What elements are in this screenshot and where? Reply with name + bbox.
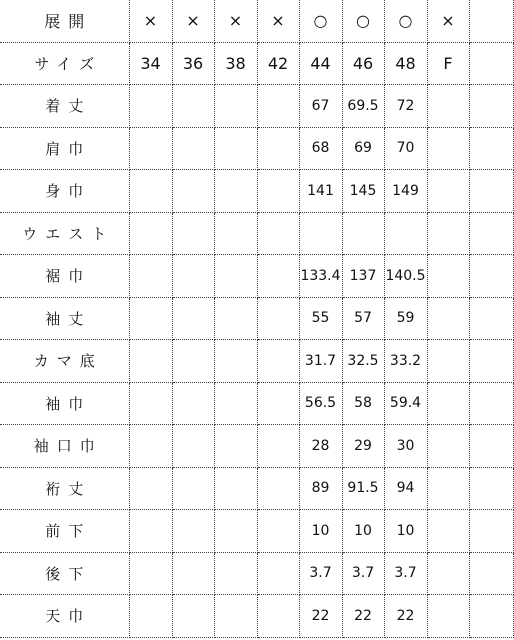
measurement-cell — [214, 382, 257, 425]
measurement-cell — [257, 467, 299, 510]
measurement-cell — [469, 85, 513, 128]
measurement-cell: 137 — [342, 255, 384, 298]
measurement-cell — [214, 127, 257, 170]
measurement-cell — [129, 127, 172, 170]
availability-mark: ○ — [299, 0, 342, 42]
measurement-cell — [469, 510, 513, 553]
availability-mark: ○ — [384, 0, 427, 42]
measurement-cell: 3.7 — [342, 552, 384, 595]
measurement-cell — [257, 297, 299, 340]
measurement-cell: 48 — [384, 42, 427, 85]
measurement-cell — [469, 340, 513, 383]
measurement-cell — [257, 127, 299, 170]
measurement-cell — [469, 467, 513, 510]
measurement-cell — [129, 340, 172, 383]
row-label: 着丈 — [0, 85, 129, 128]
measurement-cell — [427, 212, 469, 255]
measurement-cell — [469, 425, 513, 468]
size-row — [0, 42, 513, 85]
measurement-cell — [214, 467, 257, 510]
measurement-cell — [257, 425, 299, 468]
measurement-cell — [129, 382, 172, 425]
measurement-cell — [469, 595, 513, 638]
measurement-cell: 30 — [384, 425, 427, 468]
measurement-cell: 10 — [342, 510, 384, 553]
measurement-cell — [427, 85, 469, 128]
measurement-cell — [427, 425, 469, 468]
measurement-cell: 69.5 — [342, 85, 384, 128]
availability-mark: × — [172, 0, 214, 42]
measurement-cell: 34 — [129, 42, 172, 85]
measurement-cell — [257, 382, 299, 425]
row-label: 後下 — [0, 552, 129, 595]
measurement-cell — [129, 85, 172, 128]
measurement-cell — [172, 467, 214, 510]
measurement-cell — [214, 552, 257, 595]
measurement-row — [0, 382, 513, 425]
measurement-cell — [257, 595, 299, 638]
measurement-cell: 69 — [342, 127, 384, 170]
measurement-cell: 31.7 — [299, 340, 342, 383]
measurement-cell — [469, 42, 513, 85]
measurement-cell: 29 — [342, 425, 384, 468]
measurement-cell — [342, 212, 384, 255]
measurement-row — [0, 297, 513, 340]
measurement-cell — [257, 552, 299, 595]
measurement-cell — [469, 552, 513, 595]
measurement-cell: 42 — [257, 42, 299, 85]
measurement-cell — [214, 255, 257, 298]
measurement-cell: 22 — [342, 595, 384, 638]
measurement-cell: 72 — [384, 85, 427, 128]
row-label: 袖口巾 — [0, 425, 129, 468]
row-label: サイズ — [0, 42, 129, 85]
measurement-cell — [129, 170, 172, 213]
measurement-cell: 3.7 — [384, 552, 427, 595]
measurement-row — [0, 127, 513, 170]
measurement-cell — [172, 170, 214, 213]
measurement-cell: 56.5 — [299, 382, 342, 425]
row-label: 袖巾 — [0, 382, 129, 425]
measurement-cell: 55 — [299, 297, 342, 340]
measurement-cell: 59 — [384, 297, 427, 340]
row-label: 展開 — [0, 0, 129, 42]
measurement-cell: 57 — [342, 297, 384, 340]
measurement-cell — [427, 127, 469, 170]
measurement-cell: 38 — [214, 42, 257, 85]
measurement-cell — [427, 552, 469, 595]
row-label: 裾巾 — [0, 255, 129, 298]
measurement-cell: 94 — [384, 467, 427, 510]
measurement-cell — [129, 510, 172, 553]
measurement-row — [0, 467, 513, 510]
measurement-cell: 68 — [299, 127, 342, 170]
measurement-cell — [214, 297, 257, 340]
measurement-cell — [427, 255, 469, 298]
measurement-cell — [172, 552, 214, 595]
measurement-cell: 141 — [299, 170, 342, 213]
measurement-cell — [129, 297, 172, 340]
measurement-cell — [257, 85, 299, 128]
measurement-cell — [427, 170, 469, 213]
measurement-cell — [172, 255, 214, 298]
row-label: 肩巾 — [0, 127, 129, 170]
measurement-cell — [299, 212, 342, 255]
measurement-cell: 36 — [172, 42, 214, 85]
measurement-cell — [257, 170, 299, 213]
measurement-cell: 133.4 — [299, 255, 342, 298]
measurement-cell: 10 — [384, 510, 427, 553]
measurement-cell — [469, 297, 513, 340]
availability-mark: × — [427, 0, 469, 42]
measurement-cell — [129, 255, 172, 298]
measurement-cell: 33.2 — [384, 340, 427, 383]
measurement-cell — [469, 212, 513, 255]
measurement-cell — [172, 85, 214, 128]
measurement-row — [0, 85, 513, 128]
measurement-cell — [129, 425, 172, 468]
measurement-cell: 140.5 — [384, 255, 427, 298]
measurement-row — [0, 595, 513, 638]
measurement-row — [0, 510, 513, 553]
row-label: 身巾 — [0, 170, 129, 213]
measurement-cell — [129, 595, 172, 638]
measurement-cell: 3.7 — [299, 552, 342, 595]
availability-mark: ○ — [342, 0, 384, 42]
availability-row — [0, 0, 513, 42]
measurement-cell — [172, 595, 214, 638]
measurement-cell: 32.5 — [342, 340, 384, 383]
measurement-cell — [214, 85, 257, 128]
measurement-cell: 89 — [299, 467, 342, 510]
row-label: 袖丈 — [0, 297, 129, 340]
measurement-cell — [427, 595, 469, 638]
measurement-cell — [427, 340, 469, 383]
row-label: 前下 — [0, 510, 129, 553]
row-label: カマ底 — [0, 340, 129, 383]
measurement-cell — [214, 170, 257, 213]
measurement-row — [0, 255, 513, 298]
measurement-cell — [214, 212, 257, 255]
availability-mark: × — [129, 0, 172, 42]
measurement-cell — [129, 552, 172, 595]
measurement-cell — [214, 340, 257, 383]
measurement-cell: 149 — [384, 170, 427, 213]
measurement-cell — [384, 212, 427, 255]
measurement-cell: 28 — [299, 425, 342, 468]
measurement-cell: 59.4 — [384, 382, 427, 425]
measurement-cell: 46 — [342, 42, 384, 85]
measurement-cell — [427, 467, 469, 510]
measurement-cell — [257, 340, 299, 383]
measurement-cell: 22 — [384, 595, 427, 638]
measurement-cell — [172, 382, 214, 425]
measurement-cell — [427, 297, 469, 340]
measurement-cell: 22 — [299, 595, 342, 638]
measurement-cell — [214, 425, 257, 468]
measurement-row — [0, 170, 513, 213]
measurement-cell — [257, 255, 299, 298]
measurement-row — [0, 425, 513, 468]
measurement-row — [0, 552, 513, 595]
availability-mark: × — [257, 0, 299, 42]
measurement-cell: 58 — [342, 382, 384, 425]
measurement-cell — [427, 382, 469, 425]
measurement-row — [0, 340, 513, 383]
measurement-cell — [469, 170, 513, 213]
row-label: 裄丈 — [0, 467, 129, 510]
row-label: ウエスト — [0, 212, 129, 255]
measurement-cell — [172, 425, 214, 468]
measurement-cell — [469, 255, 513, 298]
measurement-cell — [172, 212, 214, 255]
measurement-cell — [172, 340, 214, 383]
measurement-cell — [172, 297, 214, 340]
measurement-cell: 10 — [299, 510, 342, 553]
measurement-cell: 70 — [384, 127, 427, 170]
measurement-cell — [469, 382, 513, 425]
measurement-cell — [214, 595, 257, 638]
measurement-cell — [427, 510, 469, 553]
measurement-cell: 145 — [342, 170, 384, 213]
measurement-cell — [172, 127, 214, 170]
availability-mark: × — [214, 0, 257, 42]
measurement-cell: F — [427, 42, 469, 85]
measurement-cell: 67 — [299, 85, 342, 128]
measurement-cell — [257, 510, 299, 553]
measurement-cell: 44 — [299, 42, 342, 85]
measurement-cell: 91.5 — [342, 467, 384, 510]
measurement-cell — [129, 212, 172, 255]
measurement-cell — [257, 212, 299, 255]
availability-mark — [469, 0, 513, 42]
row-label: 天巾 — [0, 595, 129, 638]
measurement-row — [0, 212, 513, 255]
measurement-cell — [129, 467, 172, 510]
measurement-cell — [214, 510, 257, 553]
measurement-cell — [469, 127, 513, 170]
measurement-cell — [172, 510, 214, 553]
